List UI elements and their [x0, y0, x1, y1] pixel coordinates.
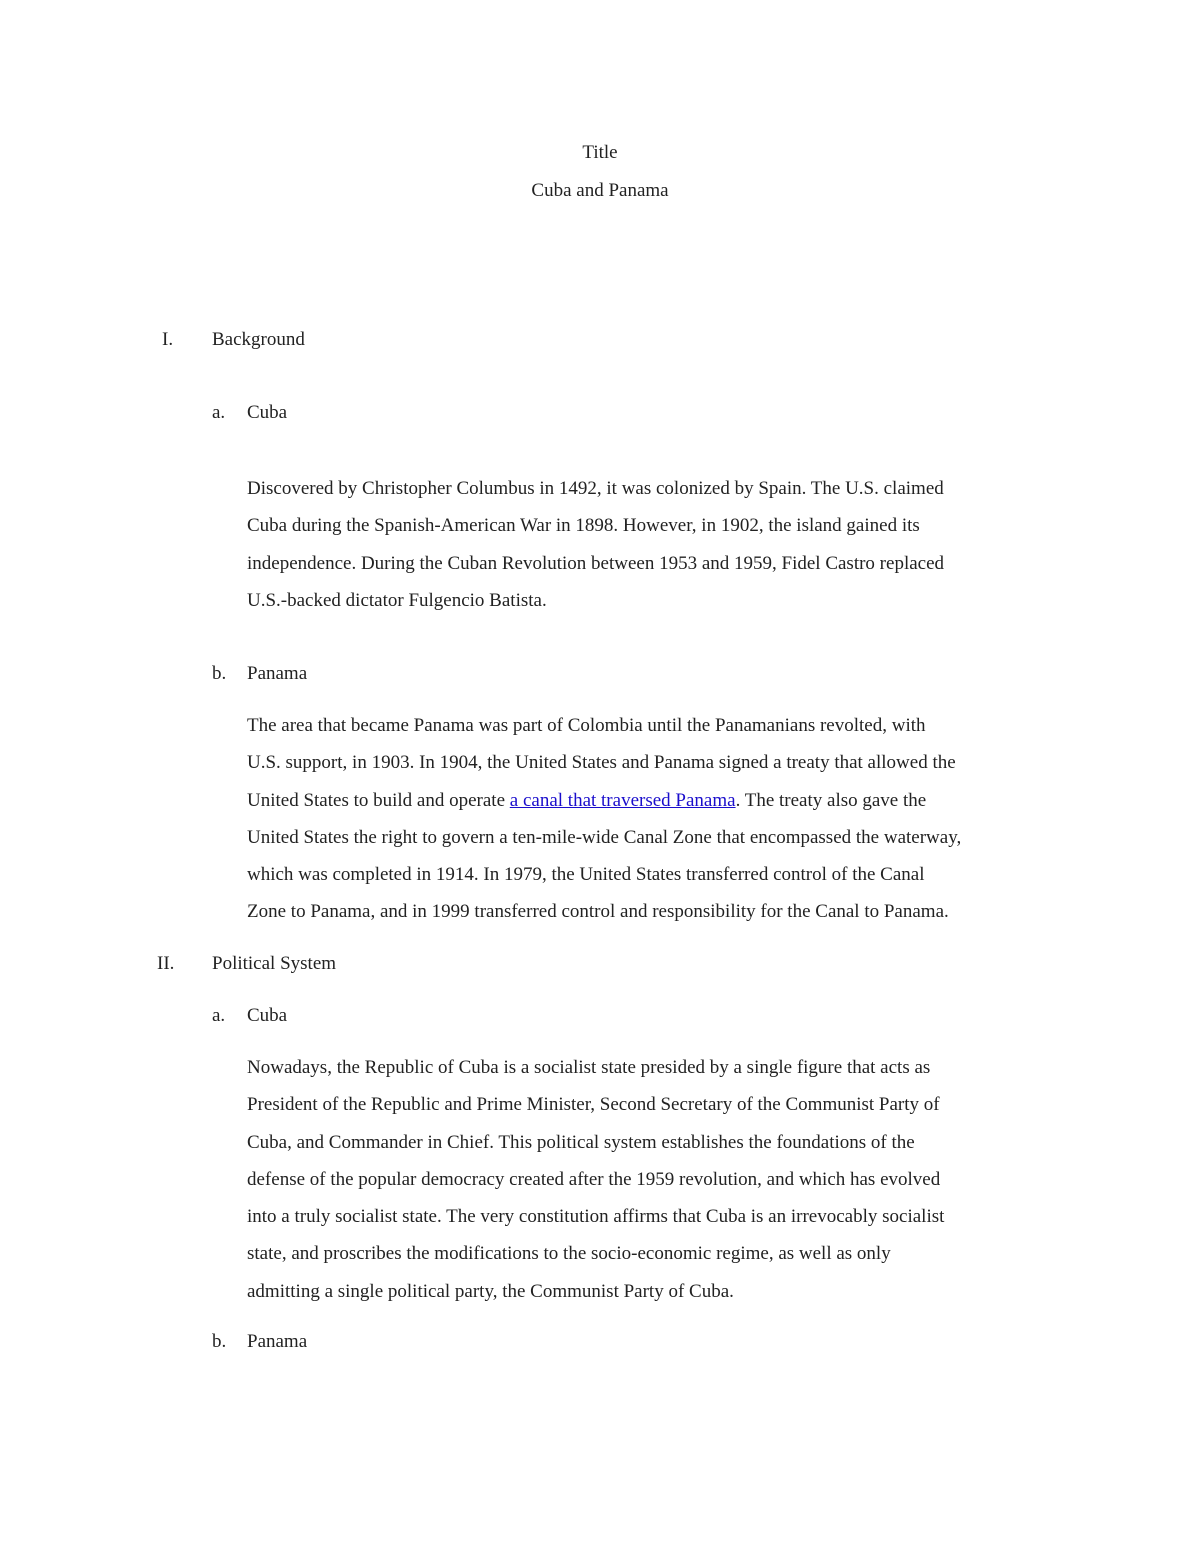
paragraph-line: Zone to Panama, and in 1999 transferred control and responsibility for the Canal to Panama. — [247, 901, 949, 923]
subsection-letter: a. — [212, 402, 226, 423]
paragraph-line: U.S. support, in 1903. In 1904, the United States and Panama signed a treaty that allowed the — [247, 752, 956, 774]
subsection-letter: b. — [212, 663, 227, 684]
paragraph-line: state, and proscribes the modifications to the socio-economic regime, as well as only — [247, 1243, 891, 1265]
line-text: . The treaty also gave the — [735, 789, 927, 811]
paragraph-line: defense of the popular democracy created after the 1959 revolution, and which has evolved — [247, 1168, 941, 1190]
paragraph-cuba-background — [247, 470, 1077, 619]
paragraph-line — [247, 782, 1077, 819]
paragraph-line: independence. During the Cuban Revolution between 1953 and 1959, Fidel Castro replaced — [247, 552, 945, 574]
paragraph-line: Nowadays, the Republic of Cuba is a socialist state presided by a single figure that acts as — [247, 1057, 931, 1078]
section-heading: Political System — [212, 953, 337, 974]
section-numeral: I. — [162, 329, 174, 350]
section-heading: Background — [212, 329, 305, 350]
paragraph-panama-background — [247, 707, 1077, 931]
paragraph-cuba-political — [247, 1049, 1077, 1310]
document-label: Title — [582, 142, 618, 163]
subsection-heading: Cuba — [247, 402, 288, 423]
paragraph-line: President of the Republic and Prime Minister, Second Secretary of the Communist Party of — [247, 1094, 940, 1116]
section-numeral: II. — [157, 953, 175, 974]
subsection-heading: Cuba — [247, 1005, 288, 1026]
canal-link[interactable]: a canal that traversed Panama — [509, 789, 736, 811]
line-text: United States to build and operate — [247, 789, 510, 811]
paragraph-line: into a truly socialist state. The very constitution affirms that Cuba is an irrevocably socialist — [247, 1206, 945, 1228]
subsection-heading: Panama — [247, 1331, 308, 1352]
paragraph-line: admitting a single political party, the Communist Party of Cuba. — [247, 1280, 734, 1302]
paragraph-line: U.S.-backed dictator Fulgencio Batista. — [247, 589, 547, 611]
document-title: Cuba and Panama — [531, 180, 669, 201]
paragraph-line: Cuba, and Commander in Chief. This political system establishes the foundations of the — [247, 1131, 915, 1153]
paragraph-line: The area that became Panama was part of Colombia until the Panamanians revolted, with — [247, 715, 926, 736]
paragraph-line: Cuba during the Spanish-American War in 1898. However, in 1902, the island gained its — [247, 515, 920, 537]
subsection-heading: Panama — [247, 663, 308, 684]
subsection-letter: b. — [212, 1331, 227, 1352]
subsection-letter: a. — [212, 1005, 226, 1026]
paragraph-line: United States the right to govern a ten-mile-wide Canal Zone that encompassed the waterway, — [247, 826, 962, 848]
paragraph-line: Discovered by Christopher Columbus in 1492, it was colonized by Spain. The U.S. claimed — [247, 478, 944, 499]
paragraph-line: which was completed in 1914. In 1979, the United States transferred control of the Canal — [247, 864, 925, 886]
